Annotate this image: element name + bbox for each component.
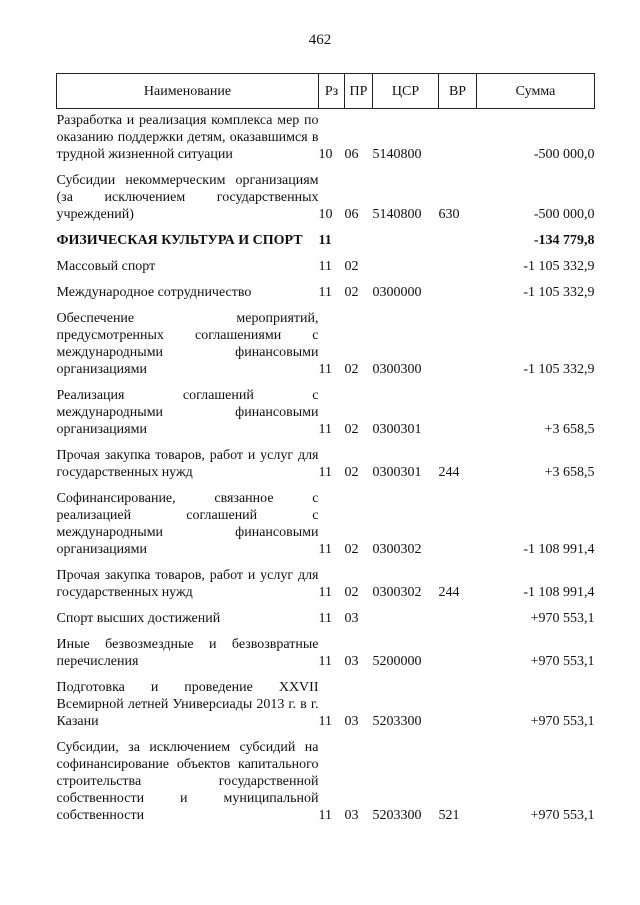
cell-sum: -500 000,0 (533, 147, 595, 162)
cell-sum: +970 553,1 (530, 714, 595, 729)
cell-pr: 02 (344, 422, 359, 437)
cell-csr: 0300302 (372, 585, 422, 600)
cell-pr: 02 (344, 285, 359, 300)
cell-pr (345, 229, 373, 255)
cell-csr (373, 255, 439, 281)
cell-vr (439, 487, 477, 564)
cell-rz: 11 (318, 611, 332, 626)
cell-name: Реализация соглашений с международными финансовыми организациями (56, 388, 319, 437)
cell-name: Международное сотрудничество (56, 285, 252, 300)
cell-sum: +970 553,1 (530, 808, 595, 823)
cell-sum: +3 658,5 (544, 422, 595, 437)
table-row (57, 109, 595, 170)
cell-rz: 11 (318, 714, 332, 729)
table-row (57, 487, 595, 564)
cell-name: Софинансирование, связанное с реализацией соглашений с международными финансовыми организациями (56, 491, 319, 557)
cell-rz: 11 (318, 362, 332, 377)
cell-rz: 11 (318, 422, 332, 437)
table-row (57, 607, 595, 633)
cell-pr: 03 (344, 654, 359, 669)
cell-rz: 11 (318, 285, 332, 300)
cell-pr: 02 (344, 542, 359, 557)
header-csr: ЦСР (373, 74, 439, 109)
table-header-row (57, 74, 595, 109)
cell-name: Субсидии некоммерческим организациям (за исключением государственных учреждений) (56, 173, 319, 222)
cell-vr (439, 676, 477, 736)
cell-rz: 10 (318, 147, 333, 162)
table-row (57, 307, 595, 384)
cell-vr (439, 384, 477, 444)
cell-csr: 5203300 (372, 808, 422, 823)
cell-name: Подготовка и проведение XXVII Всемирной летней Универсиады 2013 г. в г. Казани (56, 680, 319, 729)
table-row (57, 736, 595, 830)
cell-rz: 11 (318, 233, 332, 248)
cell-vr (439, 633, 477, 676)
cell-csr (373, 229, 439, 255)
cell-sum: -1 105 332,9 (523, 362, 595, 377)
cell-pr: 02 (344, 465, 359, 480)
cell-csr: 0300300 (372, 362, 422, 377)
header-vr: ВР (439, 74, 477, 109)
cell-pr: 02 (344, 585, 359, 600)
header-pr: ПР (345, 74, 373, 109)
table-row (57, 255, 595, 281)
cell-csr: 5140800 (372, 147, 422, 162)
cell-csr: 5200000 (372, 654, 422, 669)
cell-name: Обеспечение мероприятий, предусмотренных соглашениями с международными финансовыми организациями (56, 311, 319, 377)
cell-vr (439, 109, 477, 170)
header-rz: Рз (319, 74, 345, 109)
cell-csr: 0300302 (372, 542, 422, 557)
budget-table (56, 73, 595, 830)
cell-name: Субсидии, за исключением субсидий на софинансирование объектов капитального строительства государственной собственности и муниципальной собственности (56, 740, 319, 823)
cell-name: Спорт высших достижений (56, 611, 221, 626)
page-number: 462 (308, 32, 332, 48)
cell-vr (439, 307, 477, 384)
cell-vr: 630 (438, 207, 460, 222)
table-row (57, 229, 595, 255)
cell-vr: 521 (438, 808, 460, 823)
cell-pr: 02 (344, 259, 359, 274)
cell-vr: 244 (438, 465, 460, 480)
cell-name: Иные безвозмездные и безвозвратные перечисления (56, 637, 319, 669)
table-row (57, 281, 595, 307)
cell-vr (439, 229, 477, 255)
cell-rz: 11 (318, 654, 332, 669)
cell-name: ФИЗИЧЕСКАЯ КУЛЬТУРА И СПОРТ (56, 233, 303, 248)
table-row (57, 444, 595, 487)
cell-sum: -1 108 991,4 (523, 542, 595, 557)
cell-pr: 02 (344, 362, 359, 377)
cell-csr: 0300301 (372, 422, 422, 437)
header-sum: Сумма (477, 74, 595, 109)
cell-vr (439, 607, 477, 633)
cell-rz: 11 (318, 808, 332, 823)
cell-name: Разработка и реализация комплекса мер по оказанию поддержки детям, оказавшимся в трудной жизненной ситуации (56, 113, 319, 162)
cell-rz: 10 (318, 207, 333, 222)
table-row (57, 169, 595, 229)
cell-rz: 11 (318, 259, 332, 274)
cell-pr: 03 (344, 611, 359, 626)
cell-vr (439, 255, 477, 281)
cell-name: Массовый спорт (56, 259, 156, 274)
cell-csr: 5140800 (372, 207, 422, 222)
cell-csr (373, 607, 439, 633)
cell-csr: 5203300 (372, 714, 422, 729)
cell-csr: 0300301 (372, 465, 422, 480)
cell-sum: -134 779,8 (533, 233, 595, 248)
cell-pr: 06 (344, 147, 359, 162)
cell-csr: 0300000 (372, 285, 422, 300)
table-row (57, 564, 595, 607)
cell-vr: 244 (438, 585, 460, 600)
cell-pr: 06 (344, 207, 359, 222)
cell-sum: +3 658,5 (544, 465, 595, 480)
cell-rz: 11 (318, 542, 332, 557)
cell-sum: -1 105 332,9 (523, 285, 595, 300)
cell-pr: 03 (344, 714, 359, 729)
header-name: Наименование (57, 74, 319, 109)
table-row (57, 633, 595, 676)
table-row (57, 676, 595, 736)
cell-sum: -1 105 332,9 (523, 259, 595, 274)
cell-sum: -1 108 991,4 (523, 585, 595, 600)
cell-sum: -500 000,0 (533, 207, 595, 222)
cell-rz: 11 (318, 465, 332, 480)
cell-name: Прочая закупка товаров, работ и услуг для государственных нужд (56, 448, 319, 480)
cell-name: Прочая закупка товаров, работ и услуг для государственных нужд (56, 568, 319, 600)
cell-pr: 03 (344, 808, 359, 823)
table-body (57, 109, 595, 831)
cell-rz: 11 (318, 585, 332, 600)
cell-sum: +970 553,1 (530, 654, 595, 669)
table-row (57, 384, 595, 444)
cell-sum: +970 553,1 (530, 611, 595, 626)
cell-vr (439, 281, 477, 307)
